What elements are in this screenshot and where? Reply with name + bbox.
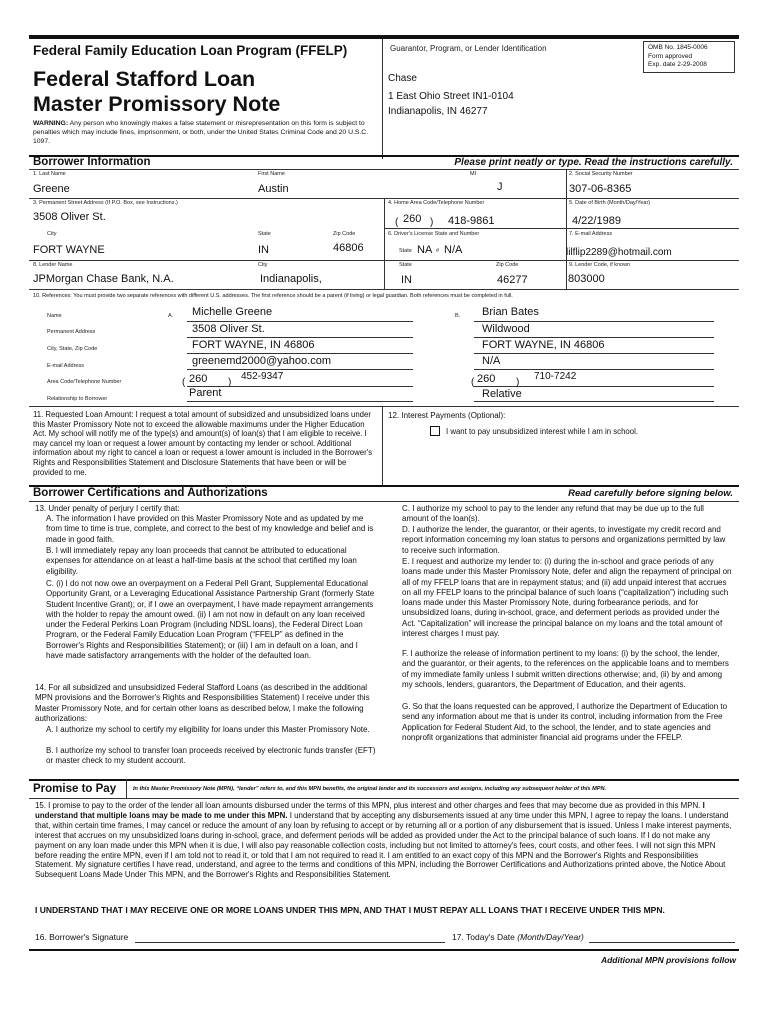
cert-f: F. I authorize the release of information pertinent to my loans: (i) by the school, the lender, and the guarantor, or their agents, to the references on the applicable loans and to members of my immediate family unless I submit written directions otherwise; and, (ii) by and among my schools, lenders, guarantors, the Department of Education, and their agents. [402,649,729,689]
ref-b-close-paren: ) [516,377,520,388]
ref-b-city[interactable]: FORT WAYNE, IN 46806 [482,339,605,351]
last-name-label: 1. Last Name [33,171,66,177]
ref-email-label: E-mail Address [47,363,84,369]
borrower-info-heading: Borrower Information [33,156,151,168]
first-name-label: First Name [258,171,285,177]
underline [187,353,413,354]
underline [187,369,413,370]
borrower-instructions: Please print neatly or type. Read the instructions carefully. [454,157,733,168]
lender-id-name: Chase [388,73,417,84]
underline [474,337,714,338]
email-field[interactable]: lilflip2289@hotmail.com [566,247,672,258]
lender-name-label: 8. Lender Name [33,262,73,268]
promise-item-15 [35,801,733,880]
city-label: City [47,231,57,237]
promise-15-bold: I understand that multiple loans may be made to me under this MPN. [35,801,705,820]
ref-a-email[interactable]: greenemd2000@yahoo.com [192,355,331,367]
program-title: Federal Family Education Loan Program (FFELP) [33,43,348,58]
lender-code-field[interactable]: 803000 [568,273,605,285]
row-rule [385,228,739,229]
street-address-label: 3. Permanent Street Address (If P.O. Box, see Instructions.) [33,200,178,206]
warning-text: Any person who knowingly makes a false statement or misrepresentation on this form is subject to penalties which may include fines, imprisonment, or both, under the United States Criminal Code and 20 U.S.C. 1097. [33,120,369,145]
cert-e: E. I request and authorize my lender to: (i) during the in-school and grace periods of any loans made under this Master Promissory Note, defer and align the repayment of principal on all of my FFELP loans that are in repayment status; and (ii) add unpaid interest that accrues on all my FFELP loans to the principal balance of such loans (“capitalization”) including such loans made under this Master Promissory Note, during forbearance periods, and for unsubsidized loans, during in-school, grace, and deferment periods as provided under the Act. “Capitalization” will increase the principal balance on my loans and the total amount of interest charges I must pay. [402,557,732,639]
area-code-open-paren: ( [395,217,399,228]
pay-interest-option: I want to pay unsubsidized interest while I am in school. [446,427,638,436]
underline [474,386,714,387]
row-rule [29,289,739,290]
cert-d: D. I authorize the lender, the guarantor, or their agents, to investigate my credit record and report information concerning my loan status to persons and organizations permitted by law to receive such information. [402,525,726,555]
footer-note: Additional MPN provisions follow [600,955,736,965]
ref-name-label: Name [47,313,62,319]
date-format: (Month/Day/Year) [517,932,584,942]
ref-b-letter: B. [455,313,461,319]
certifications-instructions: Read carefully before signing below. [568,488,733,499]
ref-a-city[interactable]: FORT WAYNE, IN 46806 [192,339,315,351]
cert-c: C. I authorize my school to pay to the lender any refund that may be due up to the full amount of the loan(s). [402,504,704,524]
understand-statement: I UNDERSTAND THAT I MAY RECEIVE ONE OR MORE LOANS UNDER THIS MPN, AND THAT I MUST REPAY ALL LOANS THAT I RECEIVE UNDER THIS MPN. [35,905,665,915]
promise-subheading: In this Master Promissory Note (MPN), “lender” refers to, and this MPN benefits, the original lender and its successors and assigns, including any subsequent holder of this MPN. [133,786,607,792]
underline [187,321,413,322]
dl-number-sign: # [436,248,440,254]
cert-14: 14. For all subsidized and unsubsidized Federal Stafford Loans (as described in the additional MPN provisions and the Borrower's Rights and Responsibilities Statement) I receive under this Master Promissory Note, and for certain other loans as described below, I make the following authorizations: [35,683,370,723]
omb-approved: Form approved [648,52,693,60]
dl-state-prefix: State [399,248,412,254]
ref-a-area-code[interactable]: 260 [189,373,208,385]
home-phone-label: 4. Home Area Code/Telephone Number [388,200,485,206]
col-divider [382,406,383,486]
warning-label: WARNING: [33,120,69,127]
lender-city-field[interactable]: Indianapolis, [260,273,322,285]
last-name-field[interactable]: Greene [33,183,70,195]
lender-id-address1: 1 East Ohio Street IN1-0104 [388,91,514,102]
top-rule [29,35,739,39]
state-label: State [258,231,271,237]
promise-15-rest: I understand that by accepting any disbursements issued at any time under this MPN, I agree to repay the loans. I understand that, within certain time frames, I may cancel or reduce the amount of any loan by refusing to accept or by returning all or a portion of any disbursement that is issued. Unless I make interest payments, interest that accrues on my unsubsidized loans during in-school, grace, and deferment periods will be added as provided under the Act to the principal balance of such loans. If I do not make any payment on any loan made under this MPN when it is due, I will also pay reasonable collection costs, including but not limited to attorney's fees, court costs, and other fees. I will not sign this MPN before reading the entire MPN, even if I am told not to read it, or told that I am not required to read it. I am entitled to an exact copy of this MPN and the Borrower's Rights and Responsibilities Statement. My signature certifies I have read, understand, and agree to the terms and conditions of this MPN, including the Borrower Certifications and Authorizations printed above, the Notice About Subsequent Loans Made Under This MPN, and the Borrower's Rights and Responsibilities Statement. [35,810,732,880]
ref-b-phone[interactable]: 710-7242 [534,371,577,382]
row-rule [29,406,739,407]
ssn-label: 2. Social Security Number [569,171,633,177]
dob-label: 5. Date of Birth (Month/Day/Year) [569,200,651,206]
zip-label: Zip Code [333,231,356,237]
dl-state-field[interactable]: NA [417,244,433,256]
omb-number: OMB No. 1845-0006 [648,44,708,51]
date-line[interactable] [589,942,735,943]
ssn-field[interactable]: 307-06-8365 [569,183,632,195]
ref-b-relationship[interactable]: Relative [482,388,522,400]
col-divider [126,779,127,798]
date-label [452,932,584,942]
guarantor-label: Guarantor, Program, or Lender Identification [390,44,547,53]
ref-relationship-label: Relationship to Borrower [47,396,108,402]
ref-city-label: City, State, Zip Code [47,346,98,352]
lender-state-label: State [399,262,412,268]
lender-name-field[interactable]: JPMorgan Chase Bank, N.A. [33,273,174,285]
omb-expiration: Exp. date 2-29-2008 [648,61,707,68]
date-label-text: 17. Today's Date [452,932,515,942]
interest-payments-label: 12. Interest Payments (Optional): [388,411,506,420]
header-divider [382,39,383,159]
ref-b-open-paren: ( [471,377,475,388]
street-address-field[interactable]: 3508 Oliver St. [33,211,106,223]
home-phone-field[interactable]: 418-9861 [448,215,495,227]
underline [187,401,413,402]
references-intro: 10. References: You must provide two separate references with different U.S. addresses. The first reference should be a parent (if living) or legal guardian. Both references must be completed in full. [33,293,513,299]
ref-address-label: Permanent Address [47,329,96,335]
underline [474,321,714,322]
omb-box [643,41,735,73]
row-rule [29,169,739,170]
pay-interest-checkbox[interactable] [430,426,440,436]
lender-state-field[interactable]: IN [401,274,412,286]
section-rule [29,779,739,781]
drivers-license-label: 6. Driver's License State and Number [388,231,480,237]
cert-13c: C. (i) I do not now owe an overpayment on a Federal Pell Grant, Supplemental Educational Opportunity Grant, or a Leveraging Educational Assistance Partnership Grant (formerly State Student Incentive Grant); or, if I owe an overpayment, I have made repayment arrangements with the holder to repay the amount owed. (ii) I am not now in default on any loan received under the Federal Perkins Loan Program (including NDSL loans), the Federal Direct Loan Program, or the Federal Family Education Loan Program (“FFELP” as defined in the Borrower's Rights and Responsibilities Statement); or (iii) I am in default on a loan, and I have made satisfactory arrangements with the holder of the defaulted loan. [46,579,375,661]
row-rule [29,501,739,502]
promise-heading: Promise to Pay [33,783,117,795]
home-area-code-field[interactable]: 260 [403,213,422,225]
lender-city-label: City [258,262,268,268]
ref-a-open-paren: ( [182,377,186,388]
signature-label: 16. Borrower's Signature [35,932,129,942]
promise-15-start: 15. I promise to pay to the order of the lender all loan amounts disbursed under the terms of this MPN, plus interest and other charges and fees that may become due as provided in this MPN. [35,801,701,810]
cert-13a: A. The information I have provided on this Master Promissory Note and as updated by me from time to time is true, complete, and correct to the best of my knowledge and belief and is made in good faith. [46,514,374,544]
warning-notice [33,119,378,146]
cert-13b: B. I will immediately repay any loan proceeds that cannot be attributed to educational expenses for attendance on at least a half-time basis at the school that certified my loan eligibility. [46,546,357,576]
ref-phone-label: Area Code/Telephone Number [47,379,122,385]
lender-code-label: 9. Lender Code, if known [569,262,631,268]
lender-zip-label: Zip Code [496,262,519,268]
requested-loan-amount: 11. Requested Loan Amount: I request a total amount of subsidized and unsubsidized loans under this Master Promissory Note not to exceed the allowable maximums under the Higher Education Act. My school will notify me of the type(s) and amount(s) of loan(s) that I am eligible to receive. I may cancel my loan or request a lower amount by contacting my lender or school. Additional information about my right to cancel a loan or request a lower amount is included in the Borrower's Rights and Responsibilities Statement and Disclosure Statements that have been or will be provided to me. [33,410,373,477]
ref-b-area-code[interactable]: 260 [477,373,496,385]
mi-label: MI [470,171,477,177]
ref-a-name[interactable]: Michelle Greene [192,306,273,318]
section-rule [29,949,739,951]
underline [474,369,714,370]
cert-13: 13. Under penalty of perjury I certify that: [35,504,180,513]
underline [474,353,714,354]
form-title-line2: Master Promissory Note [33,92,281,116]
email-label: 7. E-mail Address [569,231,613,237]
ref-b-email[interactable]: N/A [482,355,501,367]
city-field[interactable]: FORT WAYNE [33,244,105,256]
signature-line[interactable] [135,942,445,943]
ref-a-phone[interactable]: 452-9347 [241,371,284,382]
promissory-note-form [29,35,739,967]
underline [474,401,714,402]
dob-field[interactable]: 4/22/1989 [572,215,621,227]
lender-zip-field[interactable]: 46277 [497,274,528,286]
cert-14b: B. I authorize my school to transfer loan proceeds received by electronic funds transfer (EFT) or master check to my student account. [46,746,376,766]
row-rule [29,798,739,799]
col-divider [384,198,385,289]
zip-field[interactable]: 46806 [333,242,364,254]
ref-a-address[interactable]: 3508 Oliver St. [192,323,265,335]
middle-initial-field[interactable]: J [497,181,503,193]
ref-b-address[interactable]: Wildwood [482,323,530,335]
cert-g: G. So that the loans requested can be approved, I authorize the Department of Education to send any information about me that is under its control, including information from the Free Application for Federal Student Aid, to the school, the lender, and to state agencies and nonprofit organizations that administer financial aid programs under the FFELP. [402,702,728,742]
ref-a-letter: A. [168,313,174,319]
col-divider [566,169,567,289]
ref-a-relationship[interactable]: Parent [189,387,222,399]
certifications-heading: Borrower Certifications and Authorizations [33,487,268,499]
form-title-line1: Federal Stafford Loan [33,67,256,91]
area-code-close-paren: ) [430,217,434,228]
row-rule [29,260,739,261]
cert-14a: A. I authorize my school to certify my eligibility for loans under this Master Promissory Note. [46,725,370,734]
state-field[interactable]: IN [258,244,269,256]
lender-id-address2: Indianapolis, IN 46277 [388,106,488,117]
underline [187,337,413,338]
first-name-field[interactable]: Austin [258,183,289,195]
ref-a-close-paren: ) [228,377,232,388]
ref-b-name[interactable]: Brian Bates [482,306,539,318]
dl-number-field[interactable]: N/A [444,244,463,256]
